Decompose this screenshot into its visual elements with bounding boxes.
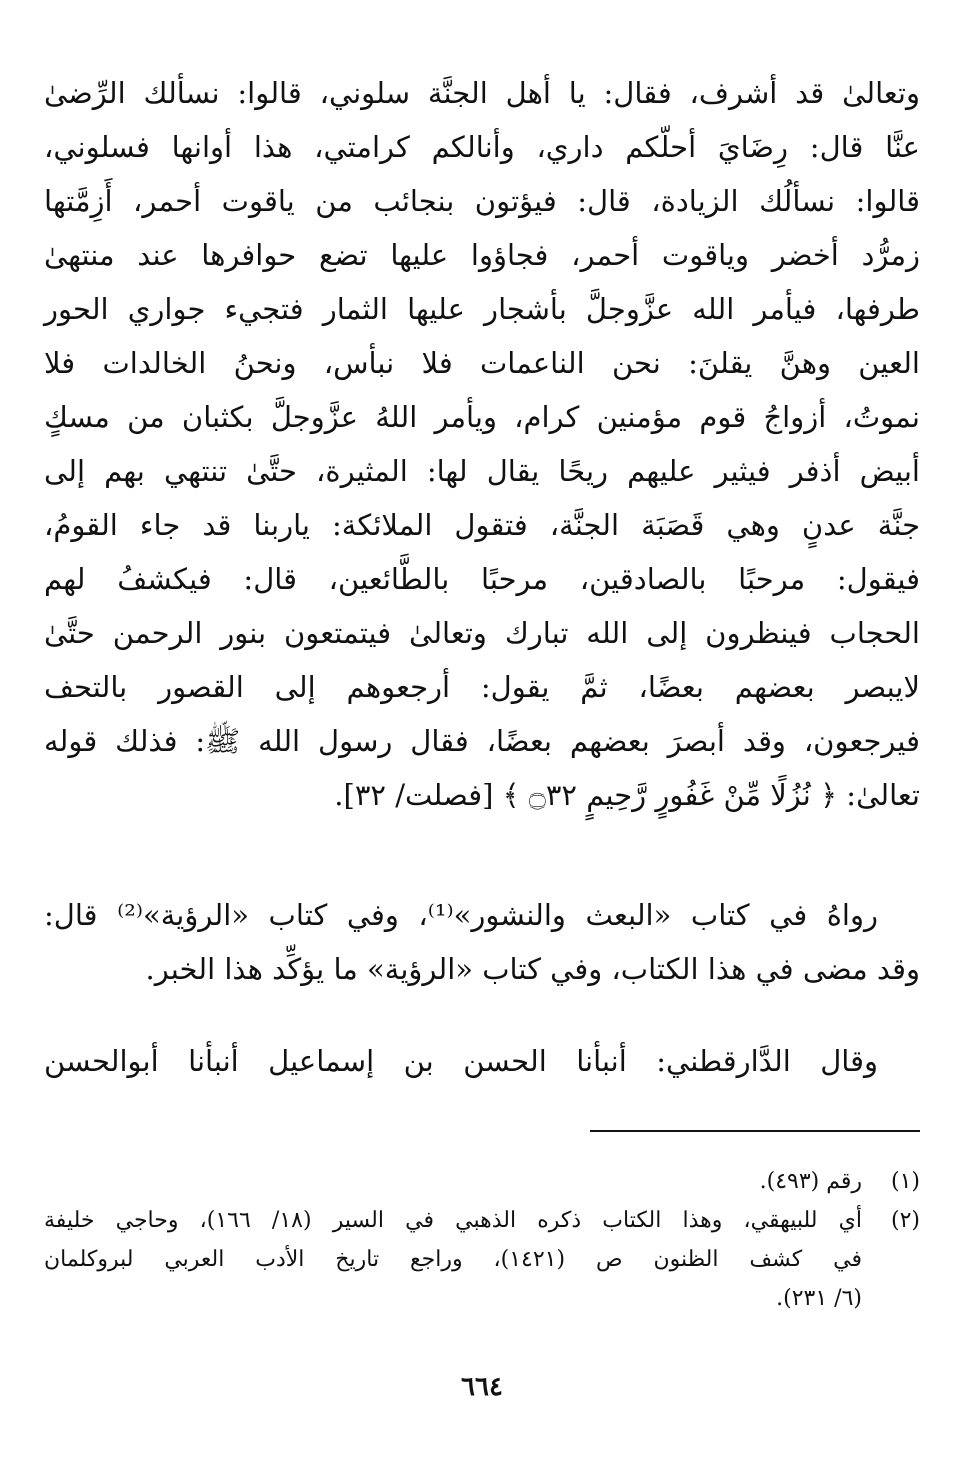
text-line: نموتُ، أزواجُ قوم مؤمنين كرام، ويأمر اللهُ عزَّوجلَّ بكثبان من مسكٍ: [44, 400, 920, 434]
footnote-line: رقم (٤٩٣).: [759, 1169, 862, 1194]
page-number: ٦٦٤: [461, 1372, 503, 1402]
footnotes: [44, 1162, 920, 1318]
footnote-line: في كشف الظنون ص (١٤٢١)، وراجع تاريخ الأدب العربي لبروكلمان: [44, 1247, 862, 1272]
text-line: رواهُ في كتاب «البعث والنشور»⁽¹⁾، وفي كتاب «الرؤية»⁽²⁾ قال:: [44, 898, 878, 932]
text-line: وتعالىٰ قد أشرف، فقال: يا أهل الجنَّة سلوني، قالوا: نسألك الرِّضىٰ: [44, 76, 920, 110]
footnote-number: (٢): [890, 1208, 920, 1233]
text-line: وقد مضى في هذا الكتاب، وفي كتاب «الرؤية» ما يؤكِّد هذا الخبر.: [145, 952, 920, 986]
footnote-line: أي للبيهقي، وهذا الكتاب ذكره الذهبي في السير (١٨/ ١٦٦)، وحاجي خليفة: [44, 1208, 862, 1233]
text-line: طرفها، فيأمر الله عزَّوجلَّ بأشجار عليها الثمار فتجيء جواري الحور: [44, 292, 920, 326]
text-line: أبيض أذفر فيثير عليهم ريحًا يقال لها: المثيرة، حتَّىٰ تنتهي بهم إلى: [44, 454, 920, 488]
text-line: جنَّة عدنٍ وهي قَصَبَة الجنَّة، فتقول الملائكة: ياربنا قد جاء القومُ،: [44, 508, 920, 542]
text-line: فيقول: مرحبًا بالصادقين، مرحبًا بالطَّائعين، قال: فيكشفُ لهم: [44, 562, 920, 596]
main-paragraph: [44, 66, 920, 822]
text-line: العين وهنَّ يقلنَ: نحن الناعمات فلا نبأس، ونحنُ الخالدات فلا: [44, 346, 920, 380]
text-line: الحجاب فينظرون إلى الله تبارك وتعالىٰ فيتمتعون بنور الرحمن حتَّىٰ: [44, 616, 920, 650]
footnote-divider: [590, 1130, 920, 1132]
text-line: قالوا: نسألُك الزيادة، قال: فيؤتون بنجائب من ياقوت أحمر، أَزِمَّتها: [44, 184, 920, 218]
second-paragraph: [44, 888, 920, 996]
third-paragraph: [44, 1034, 920, 1088]
footnote-item: [44, 1201, 920, 1318]
footnote-line: (٦/ ٢٣١).: [776, 1286, 862, 1311]
footnote-item: [44, 1162, 920, 1201]
text-line: زمرُّد أخضر وياقوت أحمر، فجاؤوا عليها تضع حوافرها عند منتهىٰ: [44, 238, 920, 272]
text-line: لايبصر بعضهم بعضًا، ثمَّ يقول: أرجعوهم إلى القصور بالتحف: [44, 670, 920, 704]
text-line: عنَّا قال: رِضَايَ أحلّكم داري، وأنالكم كرامتي، هذا أوانها فسلوني،: [44, 130, 920, 164]
footnote-number: (١): [890, 1169, 920, 1194]
text-line: وقال الدَّارقطني: أنبأنا الحسن بن إسماعيل أنبأنا أبوالحسن: [44, 1044, 878, 1078]
text-line: فيرجعون، وقد أبصرَ بعضهم بعضًا، فقال رسول الله ﷺ: فذلك قوله: [44, 724, 920, 758]
quran-verse-line: تعالىٰ: ﴿ نُزُلًا مِّنْ غَفُورٍ رَّحِيمٍ ۝٣٢ ﴾ [فصلت/ ٣٢].: [334, 778, 920, 812]
